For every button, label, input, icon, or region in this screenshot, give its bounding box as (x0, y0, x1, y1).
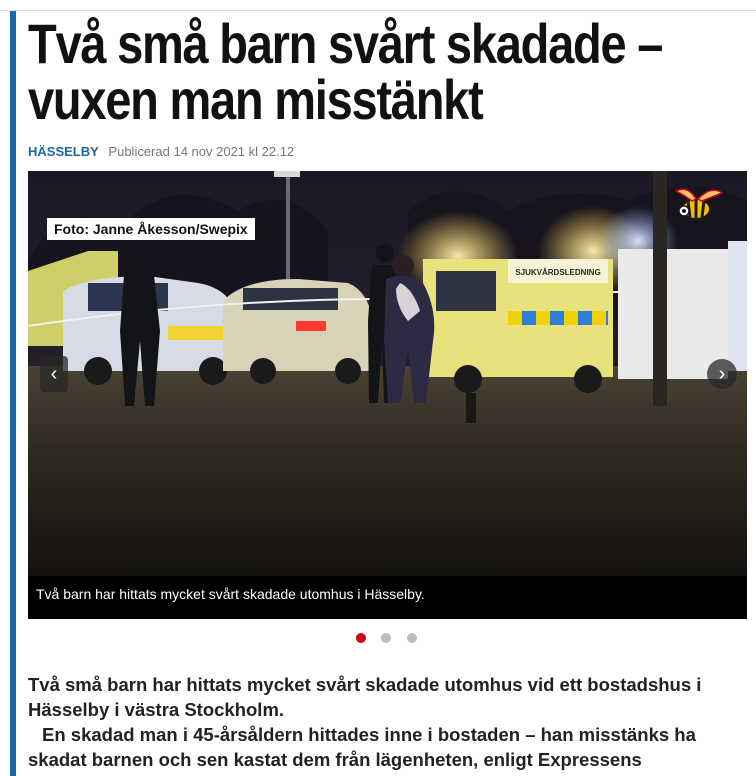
gallery-dot-1[interactable] (356, 633, 366, 643)
location-tag[interactable]: HÄSSELBY (28, 144, 99, 159)
photo-credit: Foto: Janne Åkesson/Swepix (47, 218, 255, 240)
article-accent-bar (10, 11, 16, 776)
article-meta (28, 144, 294, 159)
article-body (28, 672, 748, 772)
gallery-next-button[interactable] (707, 359, 737, 389)
gallery-prev-button[interactable] (40, 356, 68, 392)
article-paragraph-1: Två små barn har hittats mycket svårt skadade utomhus vid ett bostadshus i Hässelby i västra Stockholm. (28, 674, 702, 720)
image-gallery[interactable] (28, 171, 747, 619)
gallery-pagination (356, 630, 428, 642)
image-caption: Två barn har hittats mycket svårt skadade utomhus i Hässelby. (28, 576, 747, 619)
chevron-left-icon: ‹ (50, 363, 58, 385)
ambulance-text: SJUKVÅRDSLEDNING (515, 268, 601, 277)
headline-line-1: Två små barn svårt skadade – (28, 12, 663, 75)
gallery-dot-2[interactable] (381, 633, 391, 643)
headline-line-2: vuxen man misstänkt (28, 68, 483, 131)
top-divider (0, 10, 756, 11)
article-paragraph-2: En skadad man i 45-årsåldern hittades inne i bostaden – han misstänks ha skadat barnen och sen kastat dem från lägenheten, enligt Expressens (28, 724, 696, 770)
gallery-dot-3[interactable] (407, 633, 417, 643)
publish-date: Publicerad 14 nov 2021 kl 22.12 (108, 144, 295, 159)
chevron-right-icon: › (718, 363, 726, 385)
article-headline (28, 12, 663, 131)
